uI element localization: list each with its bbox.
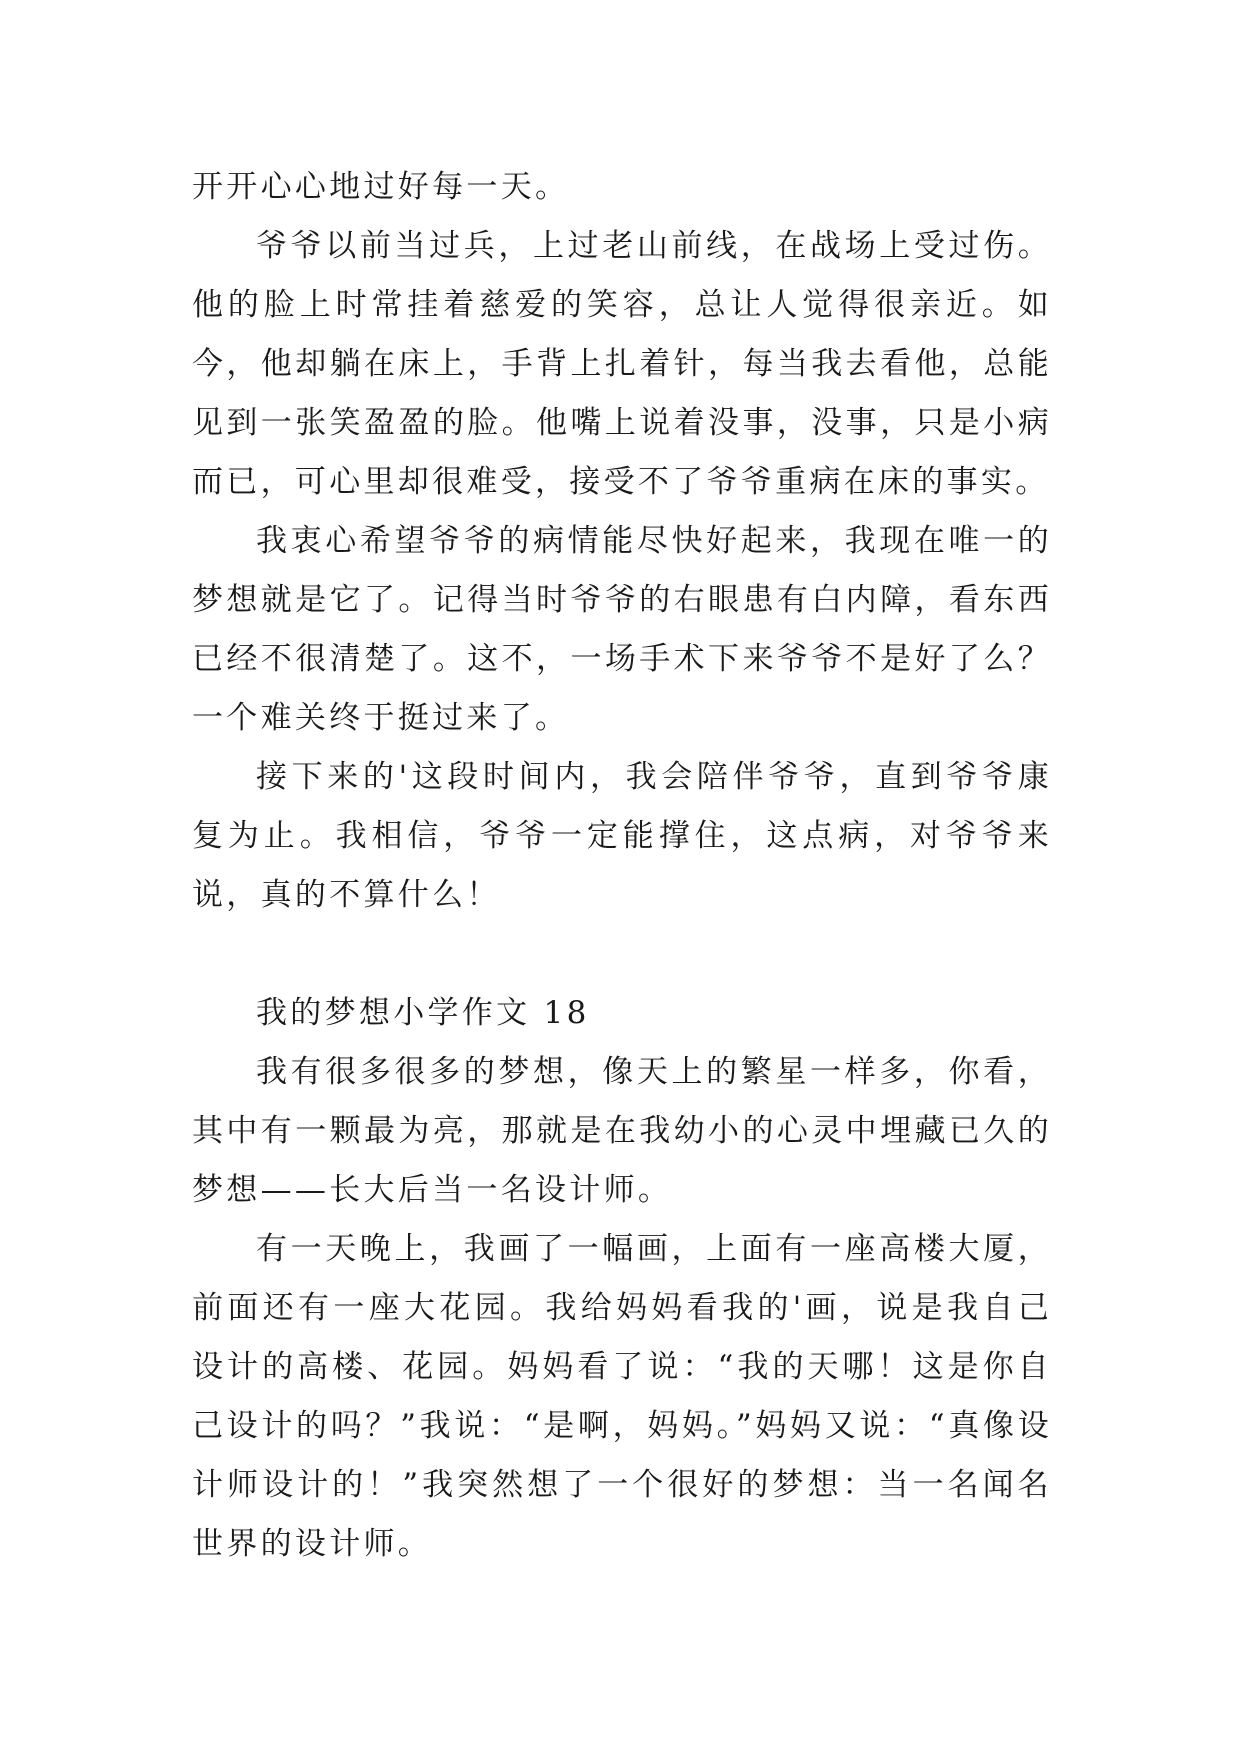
paragraph-many-dreams: 我有很多很多的梦想，像天上的繁星一样多，你看，其中有一颗最为亮，那就是在我幼小的心灵中埋藏已久的梦想——长大后当一名设计师。 — [192, 1054, 1052, 1208]
section-title: 我的梦想小学作文 18 — [256, 995, 590, 1031]
paragraph-accompany: 接下来的'这段时间内，我会陪伴爷爷，直到爷爷康复为止。我相信，爷爷一定能撑住，这点病，对爷爷来说，真的不算什么！ — [192, 759, 1052, 913]
paragraph-grandpa-soldier: 爷爷以前当过兵，上过老山前线，在战场上受过伤。他的脸上时常挂着慈爱的笑容，总让人觉得很亲近。如今，他却躺在床上，手背上扎着针，每当我去看他，总能见到一张笑盈盈的脸。他嘴上说着没事，没事，只是小病而已，可心里却很难受，接受不了爷爷重病在床的事实。 — [192, 228, 1052, 500]
paragraph-continuation: 开开心心地过好每一天。 — [192, 169, 570, 205]
section-gap — [192, 925, 1052, 984]
document-body — [192, 158, 1052, 1574]
paragraph-wish-recovery: 我衷心希望爷爷的病情能尽快好起来，我现在唯一的梦想就是它了。记得当时爷爷的右眼患有白内障，看东西已经不很清楚了。这不，一场手术下来爷爷不是好了么？一个难关终于挺过来了。 — [192, 523, 1052, 736]
paragraph-drawing: 有一天晚上，我画了一幅画，上面有一座高楼大厦，前面还有一座大花园。我给妈妈看我的'画，说是我自己设计的高楼、花园。妈妈看了说：“我的天哪！这是你自己设计的吗？”我说：“是啊，妈妈。”妈妈又说：“真像设计师设计的！”我突然想了一个很好的梦想：当一名闻名世界的设计师。 — [192, 1231, 1052, 1562]
